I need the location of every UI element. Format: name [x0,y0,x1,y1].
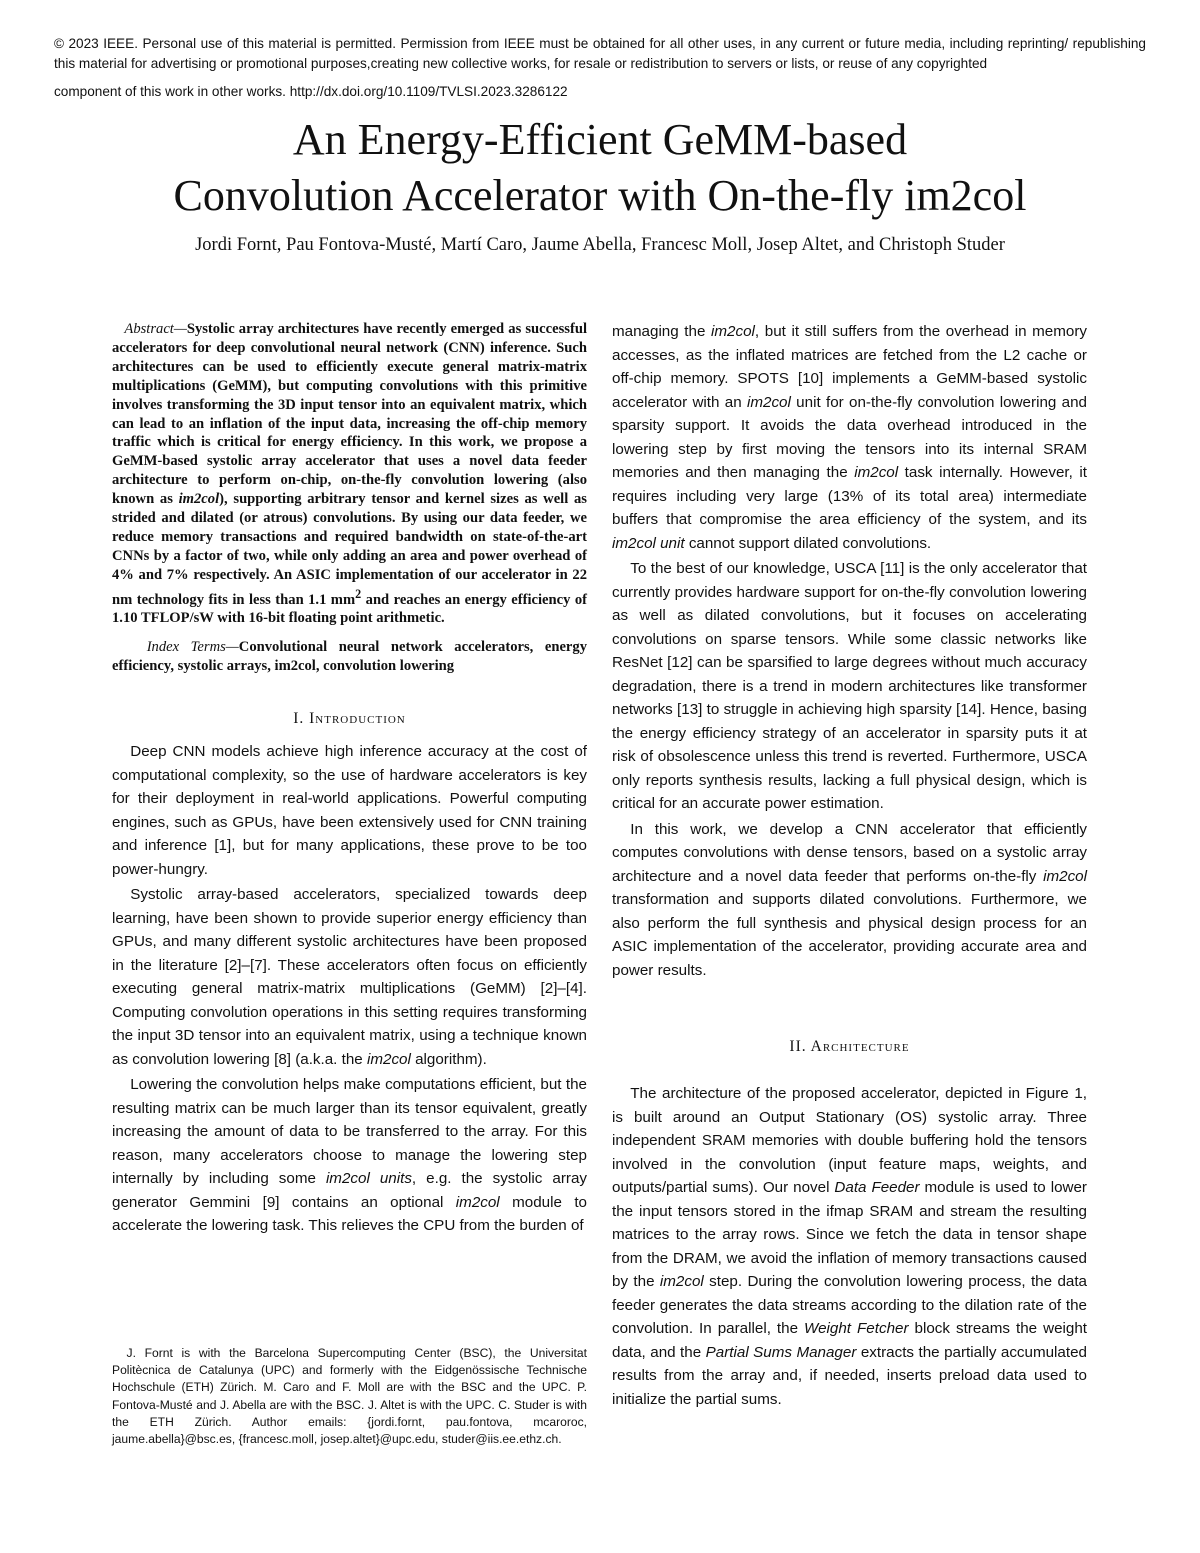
arch-p1-a: The architecture of the proposed accelerator, depicted in Figure 1, is built around an Output Stationary (OS) systolic array. Three independent SRAM memories with double buffering hold the tensors involved in the convolution (input feature maps, weights, and outputs/partial sums). Our novel [612,1085,1087,1196]
author-footnote: J. Fornt is with the Barcelona Supercomputing Center (BSC), the Universitat Politècnica de Catalunya (UPC) and formerly with the Eidgenössische Technische Hochschule (ETH) Zürich. M. Caro and F. Moll are with the BSC and the UPC. P. Fontova-Musté and J. Abella are with the BSC. J. Altet is with the UPC. C. Studer is with the ETH Zürich. Author emails: {jordi.fornt, pau.fontova, mcaroroc, jaume.abella}@bsc.es, {francesc.moll, josep.altet}@upc.edu, studer@iis.ee.ethz.ch. [112,1346,587,1447]
arch-p1-em2: im2col [659,1273,704,1290]
intro-r3-a: In this work, we develop a CNN accelerator that efficiently computes convolutions with dense tensors, based on a systolic array architecture and a novel data feeder that performs on-the-fly [612,820,1087,885]
index-terms-label: Index Terms— [146,639,239,656]
arch-p1-d: block streams the weight data, and the [612,1320,1087,1361]
intro-r1-a: managing the [612,323,712,340]
intro-r3-em: im2col [1043,867,1087,885]
intro-paragraph-4 [612,320,1087,555]
abstract [112,320,587,628]
index-terms-text: Convolutional neural network accelerators, energy efficiency, systolic arrays, im2col, convolution lowering [112,639,587,675]
intro-p2-em: im2col [366,1050,411,1068]
intro-paragraph-2 [112,883,587,1071]
intro-r1-em3: im2col [854,464,899,481]
intro-r1-c: unit for on-the-fly convolution lowering and sparsity support. It avoids the data overhead introduced in the lowering step by first moving the tensors into its internal SRAM memories and then managing the [612,393,1087,481]
intro-r1-em2: im2col [746,393,791,411]
title-line-2: Convolution Accelerator with On-the-fly im2col [173,171,1027,220]
intro-r1-e: cannot support dilated convolutions. [684,534,932,552]
title-line-1: An Energy-Efficient GeMM-based [292,115,908,164]
paper-title [0,112,1200,224]
abstract-em: im2col [178,491,220,508]
copyright-line-2: component of this work in other works. http://dx.doi.org/10.1109/TVLSI.2023.3286122 [54,84,568,99]
intro-r3-b: transformation and supports dilated convolutions. Furthermore, we also perform the full synthesis and physical design process for an ASIC implementation of the accelerator, providing accurate area and power results. [612,891,1087,979]
author-list: Jordi Fornt, Pau Fontova-Musté, Martí Caro, Jaume Abella, Francesc Moll, Josep Altet, and Christoph Studer [195,235,1005,255]
arch-p1-e: extracts the partially accumulated results from the array and, if needed, inserts preload data used to initialize the partial sums. [612,1343,1087,1408]
intro-p2-text: Systolic array-based accelerators, specialized towards deep learning, have been shown to provide superior energy efficiency than GPUs, and many different systolic architectures have been proposed in the literature [2]–[7]. These accelerators often focus on efficiently executing general matrix-matrix multiplications (GeMM) [2]–[4]. Computing convolution operations in this setting requires transforming the input 3D tensor into an equivalent matrix, using a technique known as convolution lowering [8] (a.k.a. the [112,886,587,1068]
section-heading-architecture: II. Architecture [789,1038,910,1055]
left-column [112,320,587,1238]
intro-p3-em2: im2col [455,1193,500,1211]
abstract-text-1: Systolic array architectures have recently emerged as successful accelerators for deep convolutional neural network (CNN) inference. Such architectures can be used to efficiently execute general matrix-matrix multiplications (GeMM), but computing convolutions with this primitive involves transforming the 3D input tensor into an equivalent matrix, which can lead to an inflation of the input data, increasing the off-chip memory traffic which is critical for energy efficiency. In this work, we propose a GeMM-based systolic array accelerator that uses a novel data feeder architecture to perform on-chip, on-the-fly convolution lowering (also known as [112,321,587,508]
copyright-notice [54,34,1146,102]
intro-paragraph-1: Deep CNN models achieve high inference accuracy at the cost of computational complexity, so the use of hardware accelerators is key for their deployment in real-world applications. Powerful computing engines, such as GPUs, have been extensively used for CNN training and inference [1], but for many applications, these prove to be too power-hungry. [112,743,587,878]
abstract-text-2: ), supporting arbitrary tensor and kernel sizes as well as strided and dilated (or atrous) convolutions. By using our data feeder, we reduce memory transactions and required bandwidth on state-of-the-art CNNs by a factor of two, while only adding an area and power overhead of 4% and 7% respectively. An ASIC implementation of our accelerator in 22 nm technology fits in less than 1.1 mm [112,491,587,608]
intro-r1-d: task internally. However, it requires including very large (13% of its total area) intermediate buffers that compromise the area efficiency of the system, and its [612,464,1087,528]
arch-p1-em3: Weight Fetcher [804,1320,909,1337]
abstract-text-3: and reaches an energy efficiency of 1.10 TFLOP/sW with 16-bit floating point arithmetic. [112,591,587,627]
abstract-sup: 2 [355,586,362,601]
intro-r1-b: , but it still suffers from the overhead in memory accesses, as the inflated matrices are fetched from the L2 cache or off-chip memory. SPOTS [10] implements a GeMM-based systolic accelerator with an [612,323,1087,411]
arch-p1-b: module is used to lower the input tensors stored in the ifmap SRAM and stream the resulting matrices to the array rows. Since we fetch the data in tensor shape from the DRAM, we avoid the inflation of memory transactions caused by the [612,1179,1087,1290]
copyright-line-1: © 2023 IEEE. Personal use of this material is permitted. Permission from IEEE must be obtained for all other uses, in any current or future media, including reprinting/ republishing this material for advertising or promotional purposes,creating new collective works, for resale or redistribution to servers or lists, or reuse of any copyrighted [54,36,1146,71]
intro-p3-em1: im2col units [325,1170,412,1188]
intro-p3-c: module to accelerate the lowering task. This relieves the CPU from the burden of [112,1193,587,1235]
arch-p1-em1: Data Feeder [834,1179,920,1196]
intro-p3-a: Lowering the convolution helps make computations efficient, but the resulting matrix can be much larger than its tensor equivalent, greatly increasing the amount of data to be transferred to the array. For this reason, many accelerators choose to manage the lowering step internally by including some [112,1076,587,1188]
intro-r1-em4: im2col unit [612,534,685,552]
architecture-paragraph-1 [612,1082,1087,1411]
right-column [612,320,1087,1411]
arch-p1-em4: Partial Sums Manager [705,1343,857,1361]
intro-p3-b: , e.g. the systolic array generator Gemmini [9] contains an optional [112,1170,588,1211]
intro-p2-end: algorithm). [410,1050,487,1068]
intro-r1-em1: im2col [711,323,755,340]
section-heading-introduction: I. Introduction [293,710,406,728]
intro-paragraph-6 [612,818,1087,983]
intro-paragraph-5: To the best of our knowledge, USCA [11] is the only accelerator that currently provides hardware support for on-the-fly convolution lowering as well as dilated convolutions, but it focuses on accelerating convolutions on sparse tensors. While some classic networks like ResNet [12] can be sparsified to large degrees without much accuracy degradation, there is a trend in modern architectures like transformer networks [13] to struggle in achieving high sparsity [14]. Hence, basing the energy efficiency strategy of an accelerator in sparsity puts it at risk of obsolescence unless this trend is reverted. Furthermore, USCA only reports synthesis results, lacking a full physical design, which is critical for an accurate power estimation. [612,560,1087,812]
index-terms [112,638,587,676]
arch-p1-c: step. During the convolution lowering process, the data feeder generates the data streams according to the dilation rate of the convolution. In parallel, the [612,1273,1088,1337]
intro-paragraph-3 [112,1073,587,1238]
abstract-label: Abstract— [124,321,187,337]
